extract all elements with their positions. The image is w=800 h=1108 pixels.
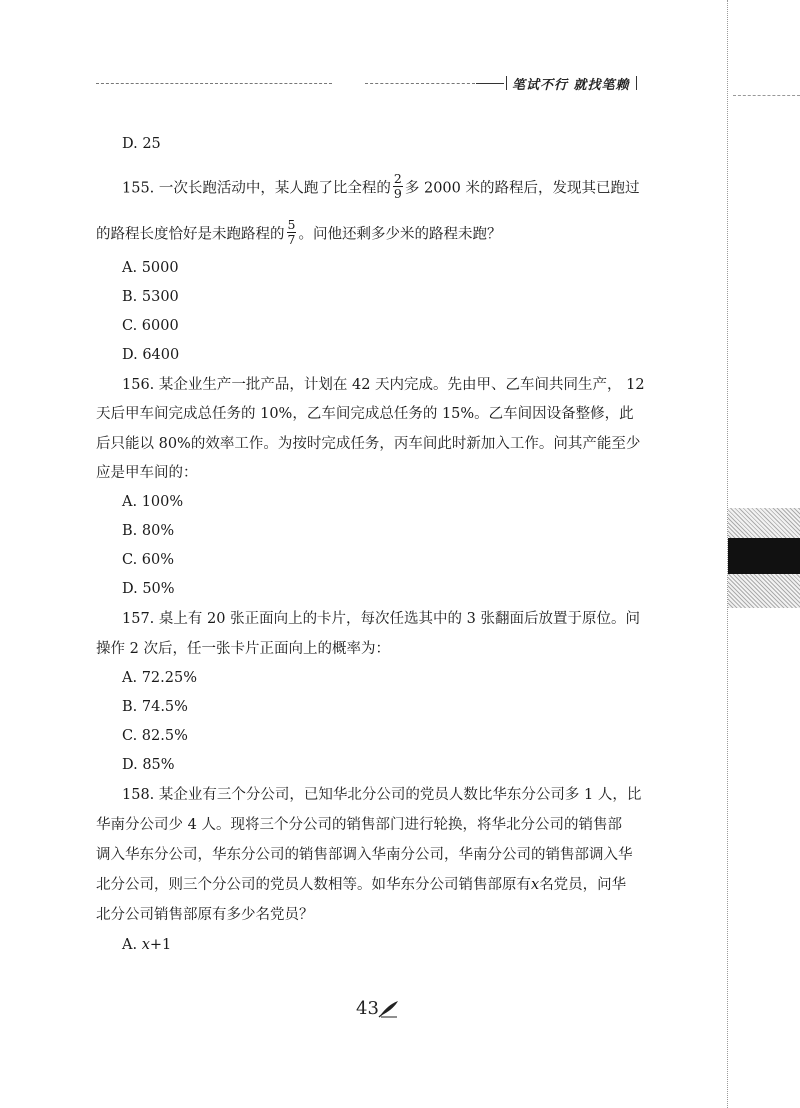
q157-option-b: B. 74.5%: [122, 699, 188, 715]
q158-line-1: 158. 某企业有三个分公司，已知华北分公司的党员人数比华东分公司多 1 人，比: [122, 787, 642, 803]
header-rule-middle: [365, 83, 475, 84]
q156-option-c: C. 60%: [122, 552, 175, 568]
q157-option-a: A. 72.25%: [122, 670, 197, 686]
q158-text-b: 名党员，问华: [539, 877, 627, 893]
fraction-numerator: 5: [287, 217, 296, 232]
q158-line-5: 北分公司销售部原有多少名党员？: [96, 907, 314, 923]
variable-x: x: [531, 877, 540, 893]
q156-line-3: 后只能以 80%的效率工作。为按时完成任务，丙车间此时新加入工作。问其产能至少: [96, 436, 641, 452]
q155-option-c: C. 6000: [122, 318, 179, 334]
page-number: 43: [356, 998, 379, 1019]
q156-line-1: 156. 某企业生产一批产品，计划在 42 天内完成。先由甲、乙车间共同生产， 12: [122, 377, 645, 393]
quill-icon: [378, 1000, 400, 1018]
header-tick-left: [506, 76, 507, 90]
fraction-denominator: 7: [287, 232, 296, 247]
q156-option-b: B. 80%: [122, 523, 175, 539]
q155-option-b: B. 5300: [122, 289, 179, 305]
fraction-2-9: [393, 172, 403, 201]
scan-edge-band: [728, 538, 800, 574]
q154-option-d: D. 25: [122, 136, 161, 152]
q158-line-4: [96, 875, 654, 895]
q155-text-d: 。问他还剩多少米的路程未跑？: [298, 226, 502, 243]
fraction-5-7: [287, 218, 297, 247]
q155-line-1: [122, 171, 640, 203]
q156-option-a: A. 100%: [122, 494, 184, 510]
scan-edge-dash: [733, 95, 800, 96]
header-slogan: 笔试不行 就找笔赖: [512, 78, 630, 93]
q155-line-2: [96, 217, 654, 249]
q158-line-3: 调入华东分公司，华东分公司的销售部调入华南分公司，华南分公司的销售部调入华: [96, 847, 633, 863]
q157-line-1: 157. 桌上有 20 张正面向上的卡片，每次任选其中的 3 张翻面后放置于原位。问: [122, 611, 641, 627]
header-rule-left: [96, 83, 332, 84]
q157-option-d: D. 85%: [122, 757, 175, 773]
option-prefix: A.: [122, 937, 142, 953]
q157-line-2: 操作 2 次后，任一张卡片正面向上的概率为：: [96, 641, 390, 657]
q157-option-c: C. 82.5%: [122, 728, 188, 744]
fraction-denominator: 9: [393, 186, 402, 201]
q158-line-2: 华南分公司少 4 人。现将三个分公司的销售部门进行轮换，将华北分公司的销售部: [96, 817, 622, 833]
q155-text-a: 155. 一次长跑活动中，某人跑了比全程的: [122, 180, 391, 197]
header-rule-solid: [476, 83, 504, 84]
option-suffix: +1: [149, 937, 172, 953]
q156-option-d: D. 50%: [122, 581, 175, 597]
q158-option-a: [122, 935, 171, 955]
q158-text-a: 北分公司，则三个分公司的党员人数相等。如华东分公司销售部原有: [96, 877, 531, 893]
q156-line-2: 天后甲车间完成总任务的 10%，乙车间完成总任务的 15%。乙车间因设备整修，此: [96, 406, 634, 422]
q155-text-c: 的路程长度恰好是未跑路程的: [96, 226, 285, 243]
q155-text-b: 多 2000 米的路程后，发现其已跑过: [404, 180, 640, 197]
q155-option-a: A. 5000: [122, 260, 179, 276]
q155-option-d: D. 6400: [122, 347, 180, 363]
header-tick-right: [636, 76, 637, 90]
variable-x: x: [141, 937, 150, 953]
q156-line-4: 应是甲车间的：: [96, 465, 198, 481]
fraction-numerator: 2: [393, 171, 402, 186]
